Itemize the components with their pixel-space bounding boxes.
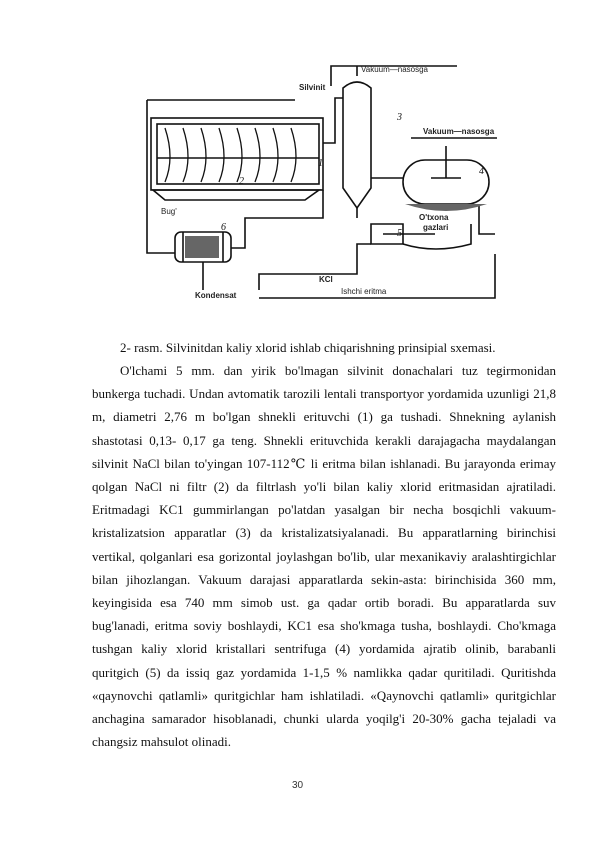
- hx-to-dissolver-pipe: [231, 190, 323, 248]
- label-kcl: KCl: [319, 275, 333, 284]
- label-vacuum-top: Vakuum—nasosga: [361, 65, 428, 74]
- hx-tube-bundle: [185, 236, 219, 258]
- process-diagram: [135, 58, 507, 308]
- label-working-solution: Ishchi eritma: [341, 287, 387, 296]
- figure-caption: 2- rasm. Silvinitdan kaliy xlorid ishlab chiqarishning prinsipial sxemasi.: [120, 340, 496, 355]
- kcl-return-line: [259, 244, 371, 290]
- number-3: 3: [397, 112, 402, 123]
- number-1: 1: [318, 158, 323, 169]
- process-scheme-svg: [135, 58, 507, 308]
- screw-flights: [165, 128, 296, 182]
- dissolver-to-crystallizer-pipe: [323, 98, 343, 143]
- side-outlet-pipe: [479, 204, 495, 234]
- number-5: 5: [397, 228, 402, 239]
- number-4: 4: [479, 166, 484, 177]
- label-flue-gas-2: gazlari: [423, 223, 449, 232]
- page-number: 30: [291, 780, 304, 791]
- body-paragraph: O'lchami 5 mm. dan yirik bo'lmagan silvinit donachalari tuz tegirmonidan bunkerga tuchadi. Undan avtomatik tarozili lentali transportyor yordamida uzunligi 21,8 m, diametri 2,76 m bo'lgan shnekli erituvchi (1) ga tushadi. Shnekning aylanish shastotasi 0,13- 0,17 ga teng. Shnekli erituvchida kerakli darajagacha maydalangan silvinit NaCl bilan to'yingan 107-112℃ li eritma bilan ishlanadi. Bu jarayonda erimay qolgan NaCl ni filtr (2) da filtrlash yo'li bilan kaliy xlorid eritmasidan ajratiladi. Eritmadagi KC1 gummirlangan po'latdan yasalgan bir necha bosqichli vakuum-kristalizatsion apparatlar (3) da kristalizatsiyalanadi. Bu apparatlarning birinchisi vertikal, qolganlari esa gorizontal joylashgan bo'lib, ular mexanikaviy aralashtirgichlar bilan jihozlangan. Vakuum darajasi apparatlarda sekin-asta: birinchisida 360 mm, keyingisida esa 740 mm simob ust. ga qadar ortib boradi. Bu apparatlarda suv bug'lanadi, eritma soviy boshlaydi, KC1 esa sho'kmaga tusha, boshlaydi. Cho'kmaga tushgan kaliy xlorid kristallari sentrifuga (4) yordamida ajratib olinib, barabanli quritgich (5) da issiq gaz yordamida 1-1,5 % namlikka qadar quritiladi. Quritishda «qaynovchi qatlamli» quritgichlar ham ishlatiladi. «Qaynovchi qatlamli» quritgichlar anchagina samarador hisoblanadi, chunki ularda yoqilg'i 20-30% gacha tejaladi va changsiz mahsulot olinadi.: [92, 363, 556, 750]
- label-silvinit: Silvinit: [299, 83, 326, 92]
- vertical-crystallizer: [343, 82, 371, 208]
- label-condensate: Kondensat: [195, 291, 237, 300]
- number-6: 6: [221, 222, 226, 233]
- label-steam: Bug': [161, 207, 177, 216]
- filter-2: [153, 190, 319, 200]
- crystallizer-sediment: [405, 204, 487, 211]
- label-vacuum-right: Vakuum—nasosga: [423, 127, 495, 136]
- number-2: 2: [239, 176, 244, 187]
- label-flue-gas-1: O'txona: [419, 213, 449, 222]
